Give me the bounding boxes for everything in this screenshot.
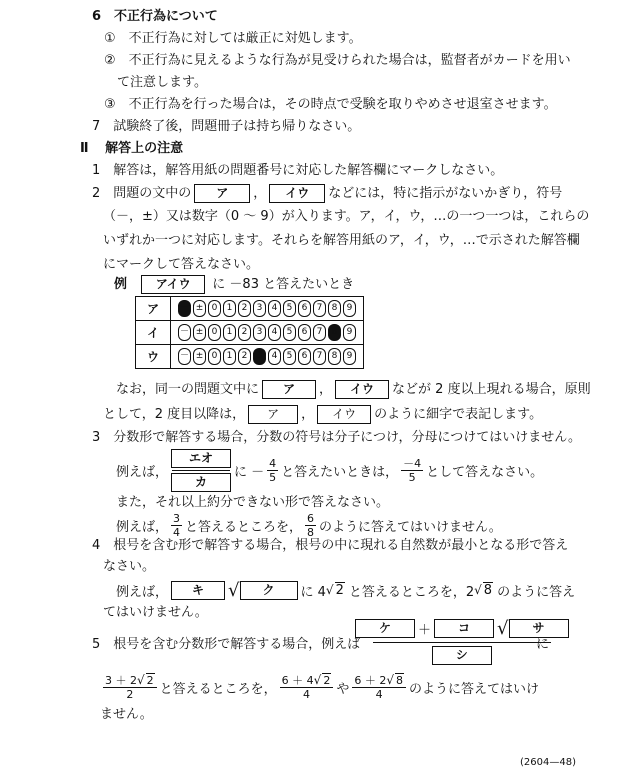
fraction-3-4: $\frac{3}{4}$ [173, 511, 181, 539]
note3-eg-pre: 例えば， [116, 464, 169, 480]
note5-line1: 5 根号を含む分数形で解答する場合，例えば [92, 637, 361, 652]
page-code: (2604—48) [520, 757, 576, 768]
answer-bubble[interactable]: 3 [253, 300, 266, 317]
answer-row [136, 345, 364, 369]
item7: 7 試験終了後，問題冊子は持ち帰りなさい。 [92, 119, 361, 134]
note2-line2: （－，±）又は数字（0 ～ 9）が入ります。ア，イ，ウ，…の一つ一つは，これらの [103, 209, 590, 224]
answer-box-shi: シ [432, 646, 492, 665]
note-box-a: ア [262, 380, 316, 399]
note4-example [116, 578, 575, 602]
answer-bubble[interactable]: 5 [283, 348, 296, 365]
note3-line3: また，それ以上約分できない形で答えなさい。 [116, 495, 390, 510]
answer-row [136, 297, 364, 321]
answer-bubble[interactable]: 1 [223, 348, 236, 365]
item6-point3: ③ 不正行為を行った場合は，その時点で受験を取りやめさせ退室させます。 [104, 97, 557, 112]
note5-line3: ません。 [100, 707, 153, 722]
answer-bubble[interactable]: 8 [328, 324, 341, 341]
answer-bubble[interactable]: 5 [283, 324, 296, 341]
radical-icon: √ [497, 618, 509, 639]
note3-l4-pre: 例えば， [116, 519, 169, 535]
note5-line2 [100, 670, 539, 704]
note-box-a-thin: ア [248, 405, 298, 424]
fraction-6-8: $\frac{6}{8}$ [307, 511, 315, 539]
answer-row [136, 321, 364, 345]
item6-point1: ① 不正行為に対しては厳正に対処します。 [104, 31, 362, 46]
answer-bubble[interactable]: 9 [343, 324, 356, 341]
answer-box-ku: ク [240, 581, 298, 600]
example-line [114, 275, 354, 294]
answer-bubble[interactable]: 9 [343, 348, 356, 365]
answer-bubble[interactable]: 3 [253, 324, 266, 341]
answer-bubble[interactable]: 0 [208, 324, 221, 341]
answer-bubble[interactable]: ± [193, 300, 206, 317]
plus-sign: ＋ [418, 623, 432, 638]
item6-point2: ② 不正行為に見えるような行為が見受けられた場合は，監督者がカードを用い [104, 53, 571, 68]
answer-bubble[interactable]: 7 [313, 324, 326, 341]
note5-ya: や [336, 681, 350, 697]
note-c: として，2 度目以降は， [103, 407, 246, 422]
answer-bubble[interactable]: 2 [238, 324, 251, 341]
answer-bubble[interactable]: 6 [298, 324, 311, 341]
answer-box-ka: カ [171, 473, 231, 492]
radical-icon: √ [474, 583, 482, 597]
answer-bubble[interactable]: 0 [208, 348, 221, 365]
fraction-6-plus-4root2-over-4: $\frac{6 + 4√ 2}{4}$ [280, 673, 334, 701]
note-d: のように細字で表記します。 [374, 407, 543, 422]
answer-bubble[interactable]: 6 [298, 348, 311, 365]
answer-row-label: ア [136, 297, 171, 321]
note4-line2: なさい。 [103, 559, 156, 574]
note-a: なお，同一の問題文中に [116, 382, 260, 397]
item6-heading: 6 不正行為について [92, 9, 218, 24]
answer-bubble[interactable]: － [178, 324, 191, 341]
fraction-example-2: $\frac{-4}{5}$ [403, 456, 422, 484]
answer-box-ke: ケ [355, 619, 415, 638]
note2-mid: などには，特に指示がないかぎり，符号 [328, 186, 563, 201]
note3-eg-end: として答えなさい。 [426, 464, 544, 480]
note4-eg-pre: 例えば， [116, 584, 169, 600]
answer-bubble[interactable]: ± [193, 348, 206, 365]
answer-bubble[interactable]: 8 [328, 348, 341, 365]
note3-eg-mid2: と答えたいときは， [281, 464, 399, 480]
answer-bubble[interactable]: 2 [238, 300, 251, 317]
answer-bubble[interactable]: － [178, 348, 191, 365]
answer-bubble[interactable]: 7 [313, 300, 326, 317]
radicand-8: 8 [483, 583, 493, 598]
answer-bubble[interactable]: － [178, 300, 191, 317]
note-box-iu: イウ [335, 380, 389, 399]
note2-pre: 2 問題の文中の [92, 186, 192, 201]
section-roman: Ⅱ [80, 141, 89, 156]
answer-bubble[interactable]: 9 [343, 300, 356, 317]
note2-line3: いずれか一つに対応します。それらを解答用紙のア，イ，ウ，…で示された解答欄 [103, 233, 580, 248]
radical-icon: √ [325, 583, 334, 597]
fraction-box-eo-ka [171, 449, 231, 492]
note5-ni: に [536, 637, 550, 652]
example-box: アイウ [141, 275, 205, 294]
example-label: 例 [114, 277, 128, 292]
note-b: などが 2 度以上現れる場合，原則 [392, 382, 591, 397]
note2-line4: にマークして答えなさい。 [103, 257, 260, 272]
radicand-2: 2 [335, 583, 344, 598]
note-line1: なお，同一の問題文中に ア ， イウ などが 2 度以上現れる場合，原則 [116, 382, 591, 397]
answer-bubble[interactable]: 1 [223, 324, 236, 341]
answer-bubbles [171, 345, 364, 369]
note3-eg-mid: に － [234, 464, 265, 480]
note4-eg-end: のように答え [497, 584, 576, 600]
example-text: に －83 と答えたいとき [212, 277, 355, 292]
answer-bubble[interactable]: 2 [238, 348, 251, 365]
answer-box-sa: サ [509, 619, 569, 638]
note4-line1: 4 根号を含む形で解答する場合，根号の中に現れる自然数が最小となる形で答え [92, 538, 569, 553]
note3-l4-mid: と答えるところを， [185, 519, 303, 535]
note-box-iu-thin: イウ [317, 405, 371, 424]
answer-bubble[interactable]: 4 [268, 348, 281, 365]
answer-bubble[interactable]: 6 [298, 300, 311, 317]
answer-box-ki: キ [171, 581, 225, 600]
answer-bubble[interactable]: 5 [283, 300, 296, 317]
answer-bubble[interactable]: 3 [253, 348, 266, 365]
answer-bubbles [171, 297, 364, 321]
note4-line4: てはいけません。 [103, 605, 208, 620]
note3-l4-end: のように答えてはいけません。 [319, 519, 502, 535]
note2-line1: 2 問題の文中の ア ， イウ などには，特に指示がないかぎり，符号 [92, 186, 563, 201]
note1: 1 解答は，解答用紙の問題番号に対応した解答欄にマークしなさい。 [92, 163, 504, 178]
note3-example [116, 447, 543, 493]
answer-box-a: ア [194, 184, 250, 203]
note3-line1: 3 分数形で解答する場合，分数の符号は分子につけ，分母につけてはいけません。 [92, 430, 582, 445]
answer-bubble[interactable]: 4 [268, 324, 281, 341]
answer-bubble[interactable]: 4 [268, 300, 281, 317]
answer-box-iu: イウ [269, 184, 325, 203]
fraction-example-1: $\frac{4}{5}$ [269, 456, 277, 484]
answer-row-label: ウ [136, 345, 171, 369]
note-line2: として，2 度目以降は， ア ， イウ のように細字で表記します。 [103, 407, 543, 422]
note4-eg-mid2: と答えるところを，2 [348, 584, 475, 600]
section-title: 解答上の注意 [105, 141, 184, 156]
answer-bubble[interactable]: 0 [208, 300, 221, 317]
fraction-3-plus-2root2-over-2: $\frac{3 + 2√ 2}{2}$ [103, 673, 157, 701]
answer-bubble[interactable]: 7 [313, 348, 326, 365]
answer-sheet-example [135, 296, 364, 369]
answer-bubble[interactable]: ± [193, 324, 206, 341]
answer-box-eo: エオ [171, 449, 231, 468]
note5-mid: と答えるところを， [159, 681, 277, 697]
answer-bubble[interactable]: 1 [223, 300, 236, 317]
item6-point2-cont: て注意します。 [117, 75, 207, 90]
section-heading [80, 140, 183, 158]
answer-bubble[interactable]: 8 [328, 300, 341, 317]
note4-eg-mid: に 4 [300, 584, 326, 600]
fraction-6-plus-2root8-over-4: $\frac{6 + 2√ 8}{4}$ [352, 673, 406, 701]
note3-line4 [116, 510, 502, 540]
note5-end: のように答えてはいけ [409, 681, 540, 697]
answer-row-label: イ [136, 321, 171, 345]
answer-bubbles [171, 321, 364, 345]
answer-box-ko: コ [434, 619, 494, 638]
radical-icon: √ [228, 579, 240, 601]
